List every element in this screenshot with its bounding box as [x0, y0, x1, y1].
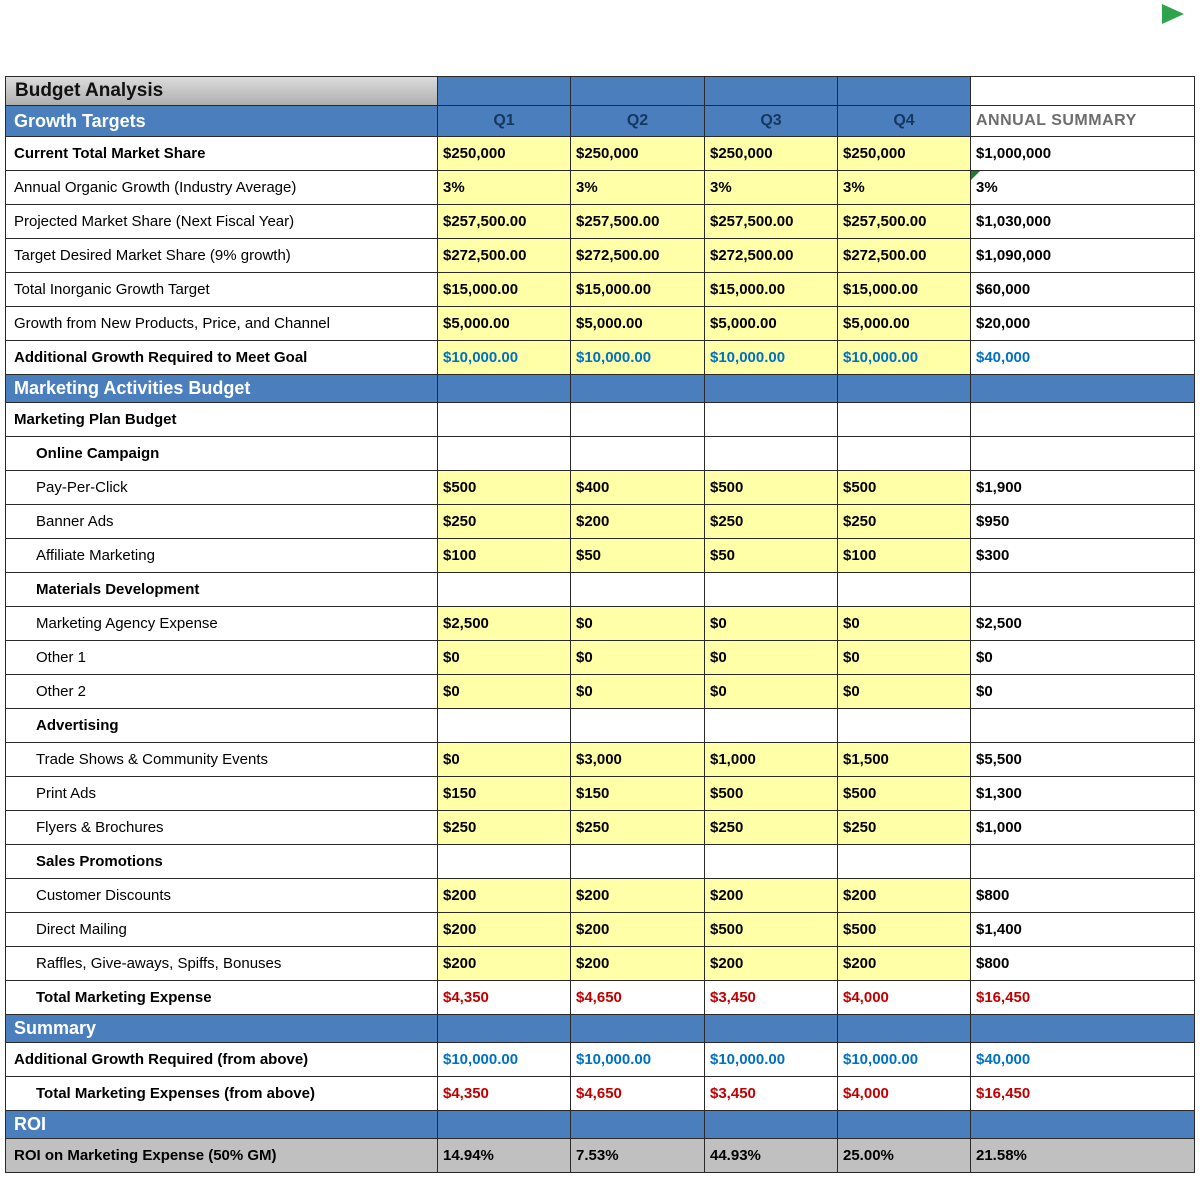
annual-summary-cell[interactable]: $1,300	[971, 777, 1195, 811]
table-row	[6, 307, 1195, 341]
q2-value-cell[interactable]: $10,000.00	[571, 341, 705, 375]
q1-value-cell[interactable]	[438, 845, 571, 879]
q1-value-cell[interactable]	[438, 403, 571, 437]
title-filler-cell-q2[interactable]	[571, 77, 705, 106]
section-bar-row	[6, 375, 1195, 403]
q1-value-cell[interactable]: 3%	[438, 171, 571, 205]
row-label[interactable]: Growth from New Products, Price, and Channel	[6, 307, 438, 341]
q4-value-cell[interactable]: $500	[838, 777, 971, 811]
q4-value-cell[interactable]: $1,500	[838, 743, 971, 777]
q4-value-cell[interactable]: $100	[838, 539, 971, 573]
q4-value-cell[interactable]: $15,000.00	[838, 273, 971, 307]
q2-value-cell[interactable]: $15,000.00	[571, 273, 705, 307]
q3-value-cell[interactable]	[705, 709, 838, 743]
q3-value-cell[interactable]: $10,000.00	[705, 1043, 838, 1077]
q3-value-cell[interactable]	[705, 403, 838, 437]
q1-value-cell[interactable]: $15,000.00	[438, 273, 571, 307]
table-row	[6, 1139, 1195, 1173]
table-row	[6, 239, 1195, 273]
table-row	[6, 1077, 1195, 1111]
row-label[interactable]: Online Campaign	[6, 437, 438, 471]
table-row	[6, 273, 1195, 307]
section-bar-cell[interactable]	[571, 1111, 705, 1139]
q1-value-cell[interactable]: $200	[438, 913, 571, 947]
q4-value-cell[interactable]: $500	[838, 471, 971, 505]
column-header-annual-summary[interactable]: ANNUAL SUMMARY	[971, 106, 1195, 137]
q1-value-cell[interactable]: $100	[438, 539, 571, 573]
q1-value-cell[interactable]: $0	[438, 675, 571, 709]
annual-summary-cell[interactable]: $40,000	[971, 341, 1195, 375]
annual-summary-cell[interactable]: $800	[971, 947, 1195, 981]
q2-value-cell[interactable]: $257,500.00	[571, 205, 705, 239]
q4-value-cell[interactable]: $257,500.00	[838, 205, 971, 239]
row-label[interactable]: Current Total Market Share	[6, 137, 438, 171]
annual-summary-cell[interactable]: $800	[971, 879, 1195, 913]
q2-value-cell[interactable]	[571, 709, 705, 743]
q2-value-cell[interactable]: $50	[571, 539, 705, 573]
q1-value-cell[interactable]: $0	[438, 743, 571, 777]
q2-value-cell[interactable]: $250	[571, 811, 705, 845]
q1-value-cell[interactable]: $2,500	[438, 607, 571, 641]
table-row	[6, 811, 1195, 845]
q1-value-cell[interactable]: $200	[438, 947, 571, 981]
section-bar-cell[interactable]	[705, 375, 838, 403]
annual-summary-cell[interactable]	[971, 403, 1195, 437]
row-label[interactable]: Annual Organic Growth (Industry Average)	[6, 171, 438, 205]
q2-value-cell[interactable]: $0	[571, 675, 705, 709]
table-row	[6, 777, 1195, 811]
q2-value-cell[interactable]: $250,000	[571, 137, 705, 171]
q2-value-cell[interactable]: $150	[571, 777, 705, 811]
annual-summary-cell[interactable]	[971, 573, 1195, 607]
table-row	[6, 709, 1195, 743]
annual-summary-cell[interactable]: $950	[971, 505, 1195, 539]
section-title[interactable]: Summary	[6, 1015, 438, 1043]
q4-value-cell[interactable]: $500	[838, 913, 971, 947]
annual-summary-cell[interactable]	[971, 845, 1195, 879]
q2-value-cell[interactable]: $0	[571, 641, 705, 675]
q1-value-cell[interactable]: $257,500.00	[438, 205, 571, 239]
q2-value-cell[interactable]: $10,000.00	[571, 1043, 705, 1077]
q3-value-cell[interactable]: $1,000	[705, 743, 838, 777]
table-row	[6, 641, 1195, 675]
q3-value-cell[interactable]	[705, 573, 838, 607]
section-bar-cell[interactable]	[438, 1111, 571, 1139]
q2-value-cell[interactable]: $200	[571, 913, 705, 947]
section-bar-cell[interactable]	[971, 1111, 1195, 1139]
q3-value-cell[interactable]: $0	[705, 607, 838, 641]
q4-value-cell[interactable]	[838, 709, 971, 743]
section-bar-cell[interactable]	[838, 375, 971, 403]
q3-value-cell[interactable]	[705, 437, 838, 471]
q1-value-cell[interactable]	[438, 437, 571, 471]
q2-value-cell[interactable]: $4,650	[571, 981, 705, 1015]
row-label[interactable]: Banner Ads	[6, 505, 438, 539]
q2-value-cell[interactable]: 7.53%	[571, 1139, 705, 1173]
table-row	[6, 879, 1195, 913]
column-header-row	[6, 106, 1195, 137]
row-label[interactable]: ROI on Marketing Expense (50% GM)	[6, 1139, 438, 1173]
q3-value-cell[interactable]: $500	[705, 913, 838, 947]
row-label[interactable]: Direct Mailing	[6, 913, 438, 947]
row-label[interactable]: Trade Shows & Community Events	[6, 743, 438, 777]
q2-value-cell[interactable]: $0	[571, 607, 705, 641]
q2-value-cell[interactable]: $400	[571, 471, 705, 505]
table-row	[6, 743, 1195, 777]
row-label[interactable]: Other 2	[6, 675, 438, 709]
annual-summary-cell[interactable]: $0	[971, 641, 1195, 675]
annual-summary-cell[interactable]: 21.58%	[971, 1139, 1195, 1173]
q4-value-cell[interactable]	[838, 437, 971, 471]
q1-value-cell[interactable]: $10,000.00	[438, 341, 571, 375]
annual-summary-cell[interactable]: $0	[971, 675, 1195, 709]
q4-value-cell[interactable]: $10,000.00	[838, 1043, 971, 1077]
row-label[interactable]: Advertising	[6, 709, 438, 743]
q1-value-cell[interactable]: $0	[438, 641, 571, 675]
q2-value-cell[interactable]	[571, 437, 705, 471]
title-row	[6, 77, 1195, 106]
annual-summary-cell[interactable]: $1,030,000	[971, 205, 1195, 239]
row-label[interactable]: Customer Discounts	[6, 879, 438, 913]
annual-summary-cell[interactable]: $16,450	[971, 981, 1195, 1015]
q2-value-cell[interactable]: $200	[571, 505, 705, 539]
q4-value-cell[interactable]: $250	[838, 505, 971, 539]
row-label[interactable]: Materials Development	[6, 573, 438, 607]
q2-value-cell[interactable]: $200	[571, 879, 705, 913]
section-bar-cell[interactable]	[838, 1015, 971, 1043]
q1-value-cell[interactable]: $150	[438, 777, 571, 811]
q2-value-cell[interactable]: 3%	[571, 171, 705, 205]
row-label[interactable]: Additional Growth Required to Meet Goal	[6, 341, 438, 375]
q1-value-cell[interactable]: $5,000.00	[438, 307, 571, 341]
annual-summary-cell[interactable]: 3%	[971, 171, 1195, 205]
q3-value-cell[interactable]: $250	[705, 505, 838, 539]
q4-value-cell[interactable]	[838, 403, 971, 437]
q1-value-cell[interactable]: $250,000	[438, 137, 571, 171]
q3-value-cell[interactable]: 44.93%	[705, 1139, 838, 1173]
row-label[interactable]: Flyers & Brochures	[6, 811, 438, 845]
section-bar-cell[interactable]	[705, 1015, 838, 1043]
section-bar-cell[interactable]	[705, 1111, 838, 1139]
table-row	[6, 607, 1195, 641]
q1-value-cell[interactable]: $10,000.00	[438, 1043, 571, 1077]
title-filler-cell-q3[interactable]	[705, 77, 838, 106]
q3-value-cell[interactable]: $5,000.00	[705, 307, 838, 341]
section-bar-cell[interactable]	[571, 375, 705, 403]
q4-value-cell[interactable]: $272,500.00	[838, 239, 971, 273]
table-row	[6, 341, 1195, 375]
q4-value-cell[interactable]: $10,000.00	[838, 341, 971, 375]
annual-summary-cell[interactable]: $300	[971, 539, 1195, 573]
section-bar-cell[interactable]	[971, 375, 1195, 403]
annual-summary-cell[interactable]: $16,450	[971, 1077, 1195, 1111]
q1-value-cell[interactable]: $4,350	[438, 1077, 571, 1111]
section-title-growth-targets[interactable]: Growth Targets	[6, 106, 438, 137]
table-row	[6, 437, 1195, 471]
row-label[interactable]: Projected Market Share (Next Fiscal Year)	[6, 205, 438, 239]
section-bar-cell[interactable]	[571, 1015, 705, 1043]
q3-value-cell[interactable]: $50	[705, 539, 838, 573]
row-label[interactable]: Affiliate Marketing	[6, 539, 438, 573]
column-header-q2[interactable]: Q2	[571, 106, 705, 137]
q4-value-cell[interactable]	[838, 845, 971, 879]
section-title[interactable]: ROI	[6, 1111, 438, 1139]
row-label[interactable]: Total Marketing Expenses (from above)	[6, 1077, 438, 1111]
q1-value-cell[interactable]: $250	[438, 811, 571, 845]
q1-value-cell[interactable]: $272,500.00	[438, 239, 571, 273]
table-body	[6, 137, 1195, 1173]
q2-value-cell[interactable]	[571, 573, 705, 607]
annual-summary-cell[interactable]: $1,400	[971, 913, 1195, 947]
q3-value-cell[interactable]: $250,000	[705, 137, 838, 171]
q3-value-cell[interactable]: $200	[705, 947, 838, 981]
q2-value-cell[interactable]	[571, 845, 705, 879]
q1-value-cell[interactable]: 14.94%	[438, 1139, 571, 1173]
section-bar-cell[interactable]	[438, 375, 571, 403]
table-row	[6, 471, 1195, 505]
q3-value-cell[interactable]: $0	[705, 675, 838, 709]
q4-value-cell[interactable]: $4,000	[838, 1077, 971, 1111]
q3-value-cell[interactable]: $200	[705, 879, 838, 913]
q1-value-cell[interactable]: $250	[438, 505, 571, 539]
section-bar-cell[interactable]	[438, 1015, 571, 1043]
table-row	[6, 947, 1195, 981]
row-label[interactable]: Other 1	[6, 641, 438, 675]
row-label[interactable]: Marketing Agency Expense	[6, 607, 438, 641]
annual-summary-cell[interactable]: $1,000,000	[971, 137, 1195, 171]
table-row	[6, 675, 1195, 709]
table-row	[6, 403, 1195, 437]
table-row	[6, 1043, 1195, 1077]
row-label[interactable]: Pay-Per-Click	[6, 471, 438, 505]
q3-value-cell[interactable]: $257,500.00	[705, 205, 838, 239]
annual-summary-cell[interactable]: $1,090,000	[971, 239, 1195, 273]
section-title[interactable]: Marketing Activities Budget	[6, 375, 438, 403]
annual-summary-cell[interactable]: $2,500	[971, 607, 1195, 641]
column-header-q4[interactable]: Q4	[838, 106, 971, 137]
row-label[interactable]: Total Inorganic Growth Target	[6, 273, 438, 307]
table-row	[6, 505, 1195, 539]
row-label[interactable]: Additional Growth Required (from above)	[6, 1043, 438, 1077]
green-corner-icon	[1162, 4, 1184, 24]
q3-value-cell[interactable]: $15,000.00	[705, 273, 838, 307]
annual-summary-cell[interactable]: $40,000	[971, 1043, 1195, 1077]
q2-value-cell[interactable]: $5,000.00	[571, 307, 705, 341]
annual-summary-cell[interactable]: $1,000	[971, 811, 1195, 845]
table-row	[6, 913, 1195, 947]
table-row	[6, 171, 1195, 205]
column-header-q3[interactable]: Q3	[705, 106, 838, 137]
q4-value-cell[interactable]: 3%	[838, 171, 971, 205]
q4-value-cell[interactable]: $4,000	[838, 981, 971, 1015]
q4-value-cell[interactable]	[838, 573, 971, 607]
q1-value-cell[interactable]: $4,350	[438, 981, 571, 1015]
q3-value-cell[interactable]: $0	[705, 641, 838, 675]
row-label[interactable]: Target Desired Market Share (9% growth)	[6, 239, 438, 273]
q2-value-cell[interactable]: $4,650	[571, 1077, 705, 1111]
section-bar-cell[interactable]	[838, 1111, 971, 1139]
title-filler-cell-q1[interactable]	[438, 77, 571, 106]
annual-summary-cell[interactable]: $5,500	[971, 743, 1195, 777]
section-bar-row	[6, 1015, 1195, 1043]
table-row	[6, 981, 1195, 1015]
q3-value-cell[interactable]: $272,500.00	[705, 239, 838, 273]
title-filler-cell-q4[interactable]	[838, 77, 971, 106]
q3-value-cell[interactable]: $250	[705, 811, 838, 845]
q3-value-cell[interactable]: $500	[705, 777, 838, 811]
table-row	[6, 205, 1195, 239]
q1-value-cell[interactable]	[438, 573, 571, 607]
q4-value-cell[interactable]: $200	[838, 947, 971, 981]
q3-value-cell[interactable]: $500	[705, 471, 838, 505]
table-row	[6, 539, 1195, 573]
q1-value-cell[interactable]	[438, 709, 571, 743]
annual-summary-cell[interactable]: $1,900	[971, 471, 1195, 505]
row-label[interactable]: Marketing Plan Budget	[6, 403, 438, 437]
q3-value-cell[interactable]: $3,450	[705, 1077, 838, 1111]
annual-summary-cell[interactable]	[971, 709, 1195, 743]
table-row	[6, 573, 1195, 607]
q4-value-cell[interactable]: $0	[838, 607, 971, 641]
q3-value-cell[interactable]	[705, 845, 838, 879]
q2-value-cell[interactable]: $200	[571, 947, 705, 981]
q4-value-cell[interactable]: 25.00%	[838, 1139, 971, 1173]
q4-value-cell[interactable]: $250,000	[838, 137, 971, 171]
q4-value-cell[interactable]: $200	[838, 879, 971, 913]
budget-spreadsheet	[5, 76, 1195, 1173]
q2-value-cell[interactable]: $272,500.00	[571, 239, 705, 273]
annual-summary-cell[interactable]: $20,000	[971, 307, 1195, 341]
section-bar-row	[6, 1111, 1195, 1139]
q4-value-cell[interactable]: $0	[838, 675, 971, 709]
q3-value-cell[interactable]: 3%	[705, 171, 838, 205]
q4-value-cell[interactable]: $0	[838, 641, 971, 675]
column-header-q1[interactable]: Q1	[438, 106, 571, 137]
annual-summary-cell[interactable]	[971, 437, 1195, 471]
table-row	[6, 845, 1195, 879]
q2-value-cell[interactable]	[571, 403, 705, 437]
q4-value-cell[interactable]: $250	[838, 811, 971, 845]
page-title: Budget Analysis	[6, 77, 438, 106]
q3-value-cell[interactable]: $10,000.00	[705, 341, 838, 375]
q1-value-cell[interactable]: $500	[438, 471, 571, 505]
section-bar-cell[interactable]	[971, 1015, 1195, 1043]
row-label[interactable]: Sales Promotions	[6, 845, 438, 879]
row-label[interactable]: Total Marketing Expense	[6, 981, 438, 1015]
annual-summary-cell[interactable]: $60,000	[971, 273, 1195, 307]
title-filler-cell-annual[interactable]	[971, 77, 1195, 106]
q2-value-cell[interactable]: $3,000	[571, 743, 705, 777]
q4-value-cell[interactable]: $5,000.00	[838, 307, 971, 341]
table-row	[6, 137, 1195, 171]
row-label[interactable]: Print Ads	[6, 777, 438, 811]
row-label[interactable]: Raffles, Give-aways, Spiffs, Bonuses	[6, 947, 438, 981]
q1-value-cell[interactable]: $200	[438, 879, 571, 913]
q3-value-cell[interactable]: $3,450	[705, 981, 838, 1015]
